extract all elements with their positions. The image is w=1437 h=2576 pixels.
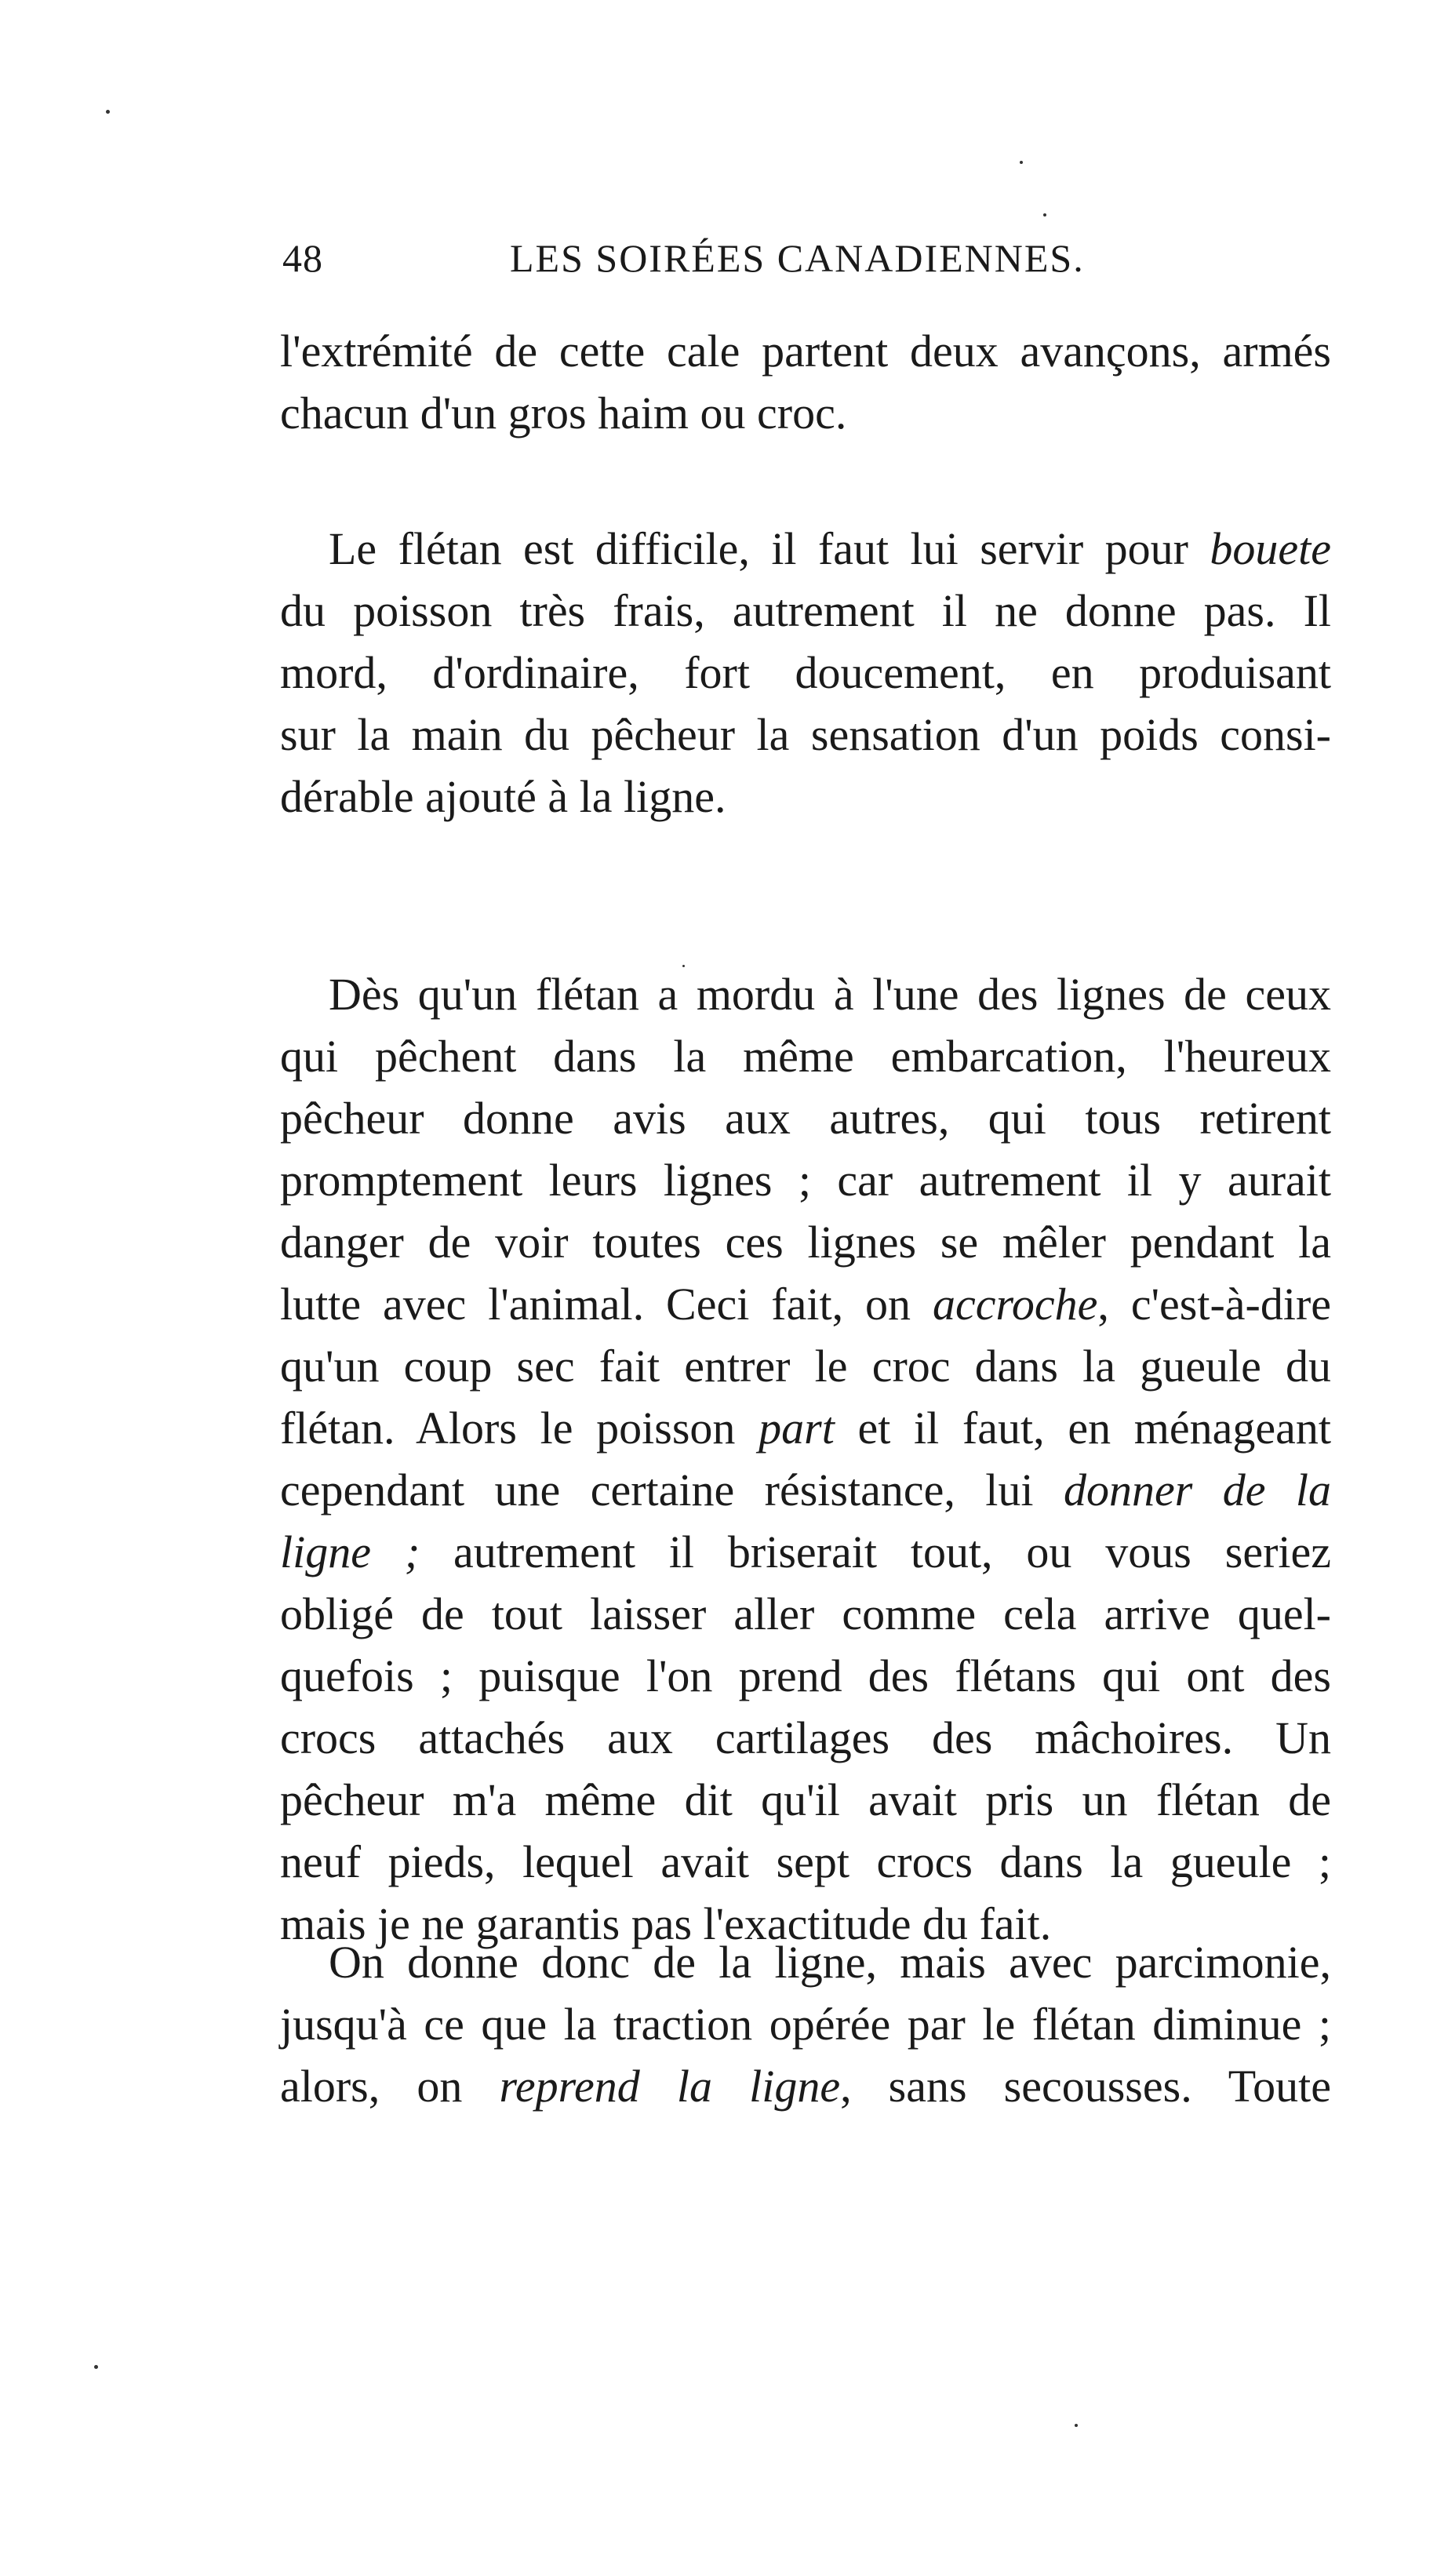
italic-term: donner de la bbox=[1063, 1464, 1332, 1515]
text-line bbox=[280, 1707, 1331, 1769]
text-run: jusqu'à ce que la traction opérée par le flétan diminue ; bbox=[280, 1999, 1331, 2050]
page-number: 48 bbox=[282, 236, 323, 280]
text-run: mais je ne garantis pas l'exactitude du fait. bbox=[280, 1898, 1052, 1949]
scan-speck bbox=[1043, 213, 1046, 216]
text-run: pêcheur donne avis aux autres, qui tous retirent bbox=[280, 1093, 1331, 1144]
text-line bbox=[280, 382, 1331, 444]
scan-speck bbox=[1020, 161, 1023, 164]
italic-term: part bbox=[759, 1403, 835, 1454]
text-run: et il faut, en ménageant bbox=[834, 1403, 1331, 1454]
text-line bbox=[280, 1149, 1331, 1211]
paragraph-hooking bbox=[280, 963, 1331, 1955]
page-header bbox=[282, 227, 1326, 290]
text-run: Le flétan est difficile, il faut lui servir pour bbox=[329, 523, 1210, 574]
text-run: pêcheur m'a même dit qu'il avait pris un flétan de bbox=[280, 1774, 1331, 1825]
text-run: mord, d'ordinaire, fort doucement, en produisant bbox=[280, 647, 1331, 698]
scan-speck bbox=[106, 110, 110, 114]
text-run: danger de voir toutes ces lignes se mêler pendant la bbox=[280, 1217, 1331, 1268]
italic-term: bouete bbox=[1210, 523, 1331, 574]
text-line bbox=[280, 1087, 1331, 1149]
text-line bbox=[280, 1645, 1331, 1707]
paragraph-continued bbox=[280, 320, 1331, 444]
text-run: autrement il briserait tout, ou vous seriez bbox=[420, 1526, 1331, 1577]
running-title: LES SOIRÉES CANADIENNES. bbox=[510, 236, 1085, 280]
paragraph-line-handling bbox=[280, 1931, 1331, 2117]
text-line bbox=[280, 2055, 1331, 2117]
text-line bbox=[280, 642, 1331, 704]
text-line bbox=[280, 766, 1331, 828]
text-line bbox=[280, 580, 1331, 642]
text-run: quefois ; puisque l'on prend des flétans qui ont des bbox=[280, 1650, 1331, 1701]
text-line bbox=[280, 1583, 1331, 1645]
text-run: Dès qu'un flétan a mordu à l'une des lignes de ceux bbox=[329, 969, 1331, 1020]
text-line bbox=[280, 1335, 1331, 1397]
text-line bbox=[280, 320, 1331, 382]
text-line bbox=[280, 1521, 1331, 1583]
text-line bbox=[280, 1211, 1331, 1273]
scan-speck bbox=[1075, 2424, 1078, 2427]
text-line bbox=[280, 1025, 1331, 1087]
text-run: chacun d'un gros haim ou croc. bbox=[280, 387, 847, 438]
text-line bbox=[280, 1831, 1331, 1893]
paragraph-bait bbox=[280, 518, 1331, 828]
text-line bbox=[280, 518, 1331, 580]
text-run: cependant une certaine résistance, lui bbox=[280, 1464, 1064, 1515]
italic-term: ligne ; bbox=[280, 1526, 420, 1577]
text-run: sur la main du pêcheur la sensation d'un poids consi- bbox=[280, 709, 1331, 760]
text-line bbox=[280, 963, 1331, 1025]
text-run: neuf pieds, lequel avait sept crocs dans la gueule ; bbox=[280, 1836, 1331, 1887]
text-line bbox=[280, 1397, 1331, 1459]
scan-speck bbox=[94, 2365, 98, 2369]
text-run: dérable ajouté à la ligne. bbox=[280, 771, 726, 822]
text-run: , sans secousses. Toute bbox=[840, 2061, 1331, 2112]
text-line bbox=[280, 1273, 1331, 1335]
text-run: lutte avec l'animal. Ceci fait, on bbox=[280, 1279, 933, 1330]
text-line bbox=[280, 1931, 1331, 1993]
text-run: alors, on bbox=[280, 2061, 500, 2112]
text-run: obligé de tout laisser aller comme cela arrive quel- bbox=[280, 1588, 1331, 1639]
text-run: qu'un coup sec fait entrer le croc dans la gueule du bbox=[280, 1341, 1331, 1392]
text-run: , c'est-à-dire bbox=[1097, 1279, 1332, 1330]
text-line bbox=[280, 1769, 1331, 1831]
text-run: l'extrémité de cette cale partent deux avançons, armés bbox=[280, 326, 1331, 377]
scan-speck bbox=[682, 965, 685, 967]
text-line bbox=[280, 1993, 1331, 2055]
italic-term: accroche bbox=[932, 1279, 1098, 1330]
text-line bbox=[280, 1459, 1331, 1521]
text-run: qui pêchent dans la même embarcation, l'heureux bbox=[280, 1031, 1331, 1082]
italic-term: reprend la ligne bbox=[499, 2061, 841, 2112]
text-run: du poisson très frais, autrement il ne donne pas. Il bbox=[280, 585, 1331, 636]
text-run: promptement leurs lignes ; car autrement il y aurait bbox=[280, 1155, 1331, 1206]
text-run: flétan. Alors le poisson bbox=[280, 1403, 759, 1454]
text-line bbox=[280, 704, 1331, 766]
text-run: On donne donc de la ligne, mais avec parcimonie, bbox=[329, 1937, 1331, 1988]
text-run: crocs attachés aux cartilages des mâchoires. Un bbox=[280, 1712, 1331, 1763]
